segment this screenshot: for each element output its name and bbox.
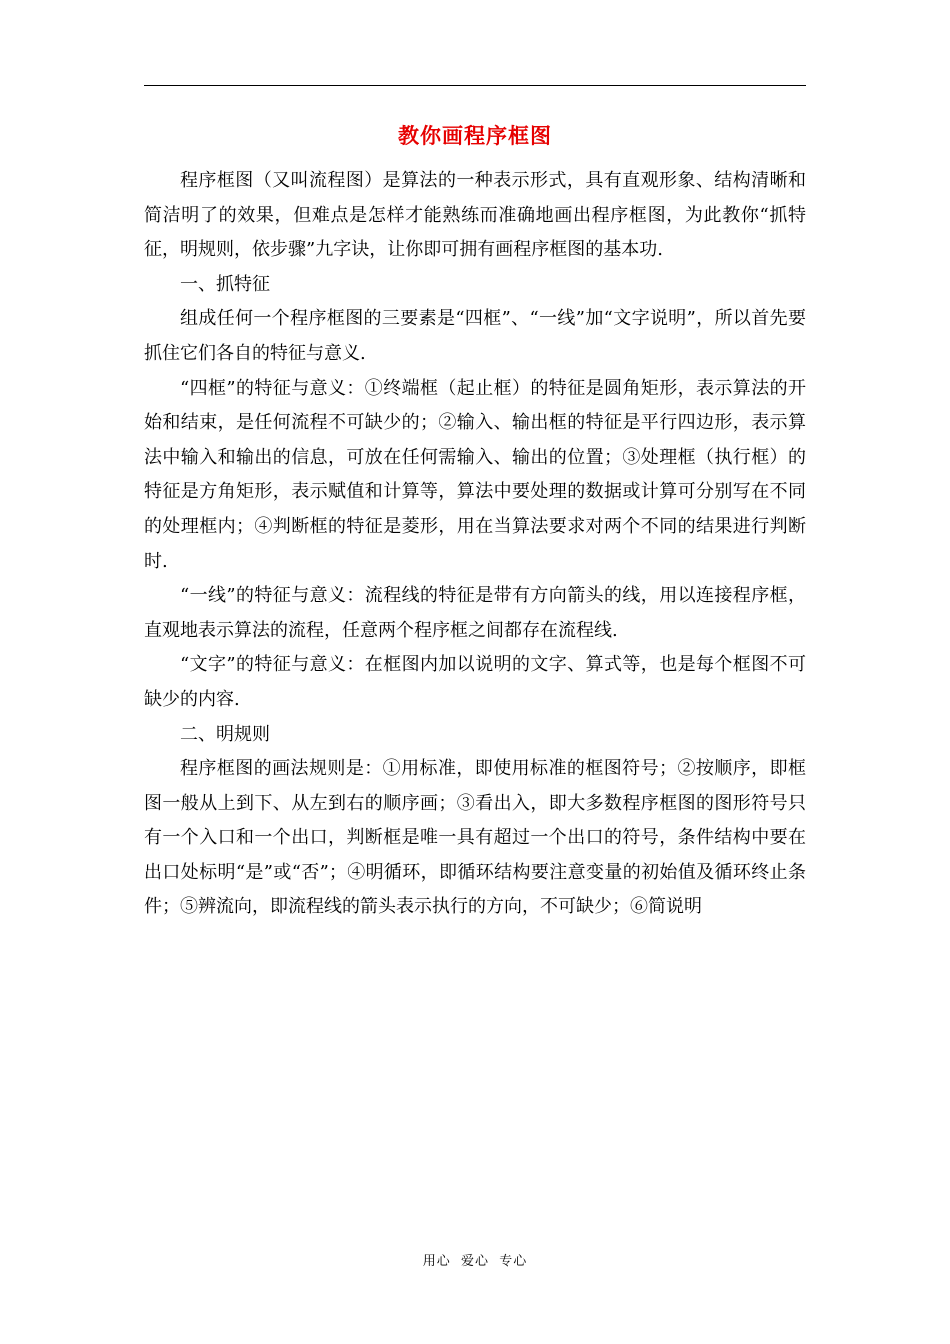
document-title: 教你画程序框图 [398, 123, 552, 148]
paragraph-flow-line: “一线”的特征与意义：流程线的特征是带有方向箭头的线，用以连接程序框，直观地表示算法的流程，任意两个程序框之间都存在流程线. [144, 585, 806, 641]
document-body [144, 164, 806, 925]
paragraph-four-boxes: “四框”的特征与意义：①终端框（起止框）的特征是圆角矩形，表示算法的开始和结束，是任何流程不可缺少的；②输入、输出框的特征是平行四边形，表示算法中输入和输出的信息，可放在任何需输入、输出的位置；③处理框（执行框）的特征是方角矩形，表示赋值和计算等，算法中要处理的数据或计算可分别写在不同的处理框内；④判断框的特征是菱形，用在当算法要求对两个不同的结果进行判断时. [144, 377, 806, 572]
header-rule [144, 85, 806, 86]
paragraph-three-elements: 组成任何一个程序框图的三要素是“四框”、“一线”加“文字说明”，所以首先要抓住它们各自的特征与意义. [144, 308, 806, 364]
paragraph-text: “文字”的特征与意义：在框图内加以说明的文字、算式等，也是每个框图不可缺少的内容. [144, 654, 806, 710]
paragraph-rules: 程序框图的画法规则是：①用标准，即使用标准的框图符号；②按顺序，即框图一般从上到下、从左到右的顺序画；③看出入，即大多数程序框图的图形符号只有一个入口和一个出口，判断框是唯一具有超过一个出口的符号，条件结构中要在出口处标明“是”或“否”；④明循环，即循环结构要注意变量的初始值及循环终止条件；⑤辨流向，即流程线的箭头表示执行的方向，不可缺少；⑥简说明 [144, 758, 806, 918]
page-footer: 用心 爱心 专心 [422, 1254, 528, 1269]
section-heading-1: 一、抓特征 [180, 273, 270, 295]
section-heading-2: 二、明规则 [180, 723, 270, 745]
paragraph-intro: 程序框图（又叫流程图）是算法的一种表示形式，具有直观形象、结构清晰和简洁明了的效果，但难点是怎样才能熟练而准确地画出程序框图，为此教你“抓特征，明规则，依步骤”九字诀，让你即可拥有画程序框图的基本功. [144, 170, 806, 261]
